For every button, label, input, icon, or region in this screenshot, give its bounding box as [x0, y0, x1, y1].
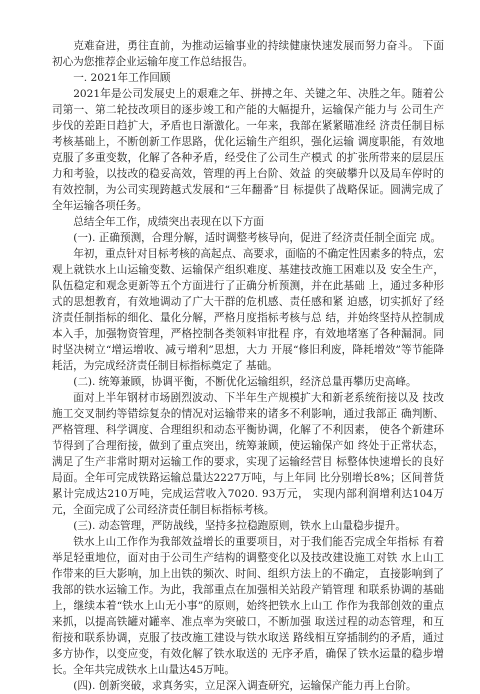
- subheading-2: (二). 统筹兼顾，协调平衡，不断优化运输组织，经济总量再攀历史高峰。: [73, 376, 417, 388]
- paragraph-year-overview: 2021年是公司发展史上的艰难之年、拼搏之年、关键之年、决胜之年。随着公司第一、第二轮技改项目的逐步竣工和产能的大幅提升，运输保产能力与 公司生产步伐的差距日趋扩大，矛盾也日渐激化。一年来，我部在紧紧瞄准经 济责任制目标考核基础上，不断创新工作思路，优化运输生产组织，强化运输 调度职能，有效地克服了多重变数，化解了各种矛盾，经受住了公司生产模式 的扩张所带来的层层压力和考验，以技改的稳妥高效，管理的再上台阶、效益 的突破攀升以及局车停时的有效控制，为公司实现跨越式发展和“三年翻番”目 标提供了战略保证。圆满完成了全年运输各项任务。: [52, 88, 444, 212]
- paragraph-transport-org: 面对上半年钢材市场剧烈波动、下半年生产规模扩大和新老系统衔接以及 技改施工交叉制约等错综复杂的情况对运输带来的诸多不利影响，通过我部正 确判断、严格管理、科学调度、合理组织和动态平衡协调，化解了不利因素， 使各个新建环节得到了合理衔接，做到了重点突出，统筹兼顾，使运输保产如 终处于正常状态，满足了生产非常时期对运输工作的要求，实现了运输经营目 标整体快速增长的良好局面。全年可完成铁路运输总量达2227万吨，与上年同 比分别增长8%；区间普货累计完成达210万吨，完成运营收入7020. 93万元， 实现内部利润增利达104万元，全面完成了公司经济责任制目标指标考核。: [52, 392, 444, 516]
- subheading-4: (四). 创新突破，求真务实，立足深入调查研究，运输保产能力再上台阶。: [73, 680, 417, 692]
- paragraph-iron-transport: 铁水上山工作作为我部效益增长的重要项目，对于我们能否完成全年指标 有着举足轻重地位，面对由于公司生产结构的调整变化以及技改建设施工对铁 水上山工作带来的巨大影响，加上出铁的频次、时间、组织方法上的不确定， 直接影响到了我部的铁水运输工作。为此，我部重点在加强相关站段产销管理 和联系协调的基础上，继续本着“铁水上山无小事”的原则，始终把铁水上山工 作作为我部创效的重点来抓，以提高铁罐对罐率、准点率为突破口，不断加强 取送过程的动态管理，和互衔接和联系协调，克服了技改施工建设与铁水取送 路线相互穿插制约的矛盾，通过多方协作，以变应变，有效化解了铁水取送的 无序矛盾，确保了铁水运量的稳步增长。全年共完成铁水上山量达45万吨。: [52, 536, 444, 676]
- intro-paragraph: 克难奋进，勇往直前，为推动运输事业的持续健康快速发展而努力奋斗。 下面初心为您推荐企业运输年度工作总结报告。: [52, 40, 444, 68]
- paragraph-forecast: 年初，重点针对目标考核的高起点、高要求，面临的不确定性因素多的特点，宏观上就铁水上山运输变数、运输保产组织难度、基建技改施工困难以及 安全生产，队伍稳定和观念更新等五个方面进行了正确分析预测，并在此基础 上，通过多种形式的思想教育，有效地调动了广大干群的危机感、责任感和紧 迫感，切实抓好了经济责任制指标的细化、量化分解，严格月度指标考核与总 结，并始终坚持从控制成本入手，加强物资管理，严格控制各类领料审批程 序，有效地堵塞了各种漏洞。同时坚决树立“增运增收、减亏增利”思想，大力 开展“修旧利废，降耗增效”等节能降耗活，为完成经济责任制目标指标奠定了 基础。: [52, 248, 444, 372]
- paragraph-summary-lead: 总结全年工作，成绩突出表现在以下方面: [73, 216, 264, 228]
- subheading-3: (三). 动态管理，严防战线，坚持多拉稳跑原则，铁水上山量稳步提升。: [73, 520, 406, 532]
- subheading-1: (一). 正确预测，合理分解，适时调整考核导向，促进了经济责任制全面完 成。: [73, 232, 442, 244]
- section-heading-review: 一. 2021年工作回顾: [73, 72, 171, 84]
